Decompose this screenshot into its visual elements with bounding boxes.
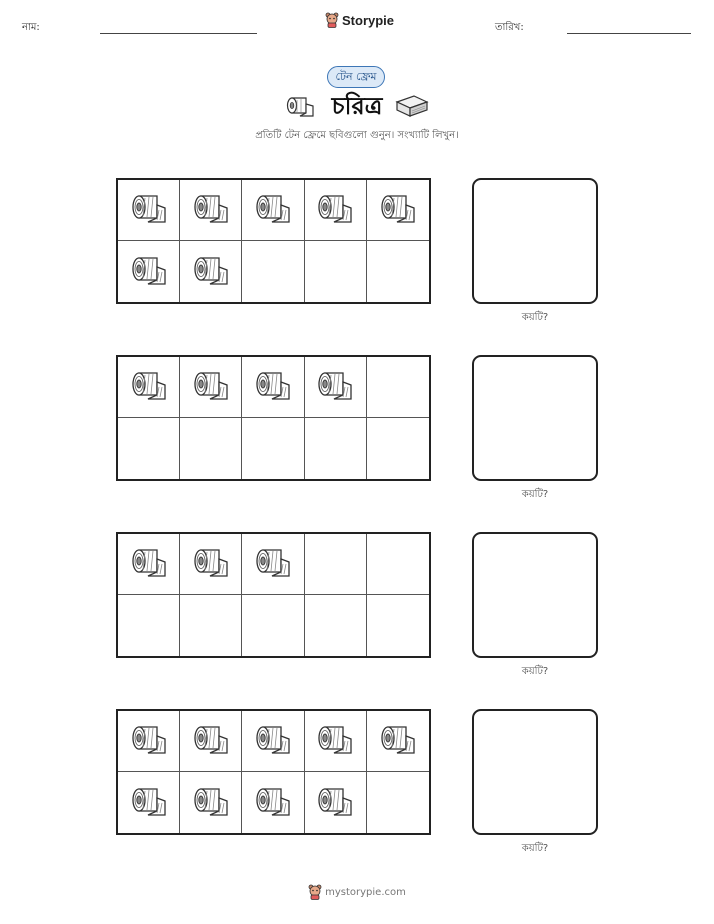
toilet-paper-roll-icon <box>130 545 168 583</box>
how-many-label-2: কয়টি? <box>521 489 549 500</box>
date-label: তারিখ: <box>495 22 524 33</box>
ten-frame-cell <box>242 180 304 241</box>
toilet-paper-roll-icon <box>379 722 417 760</box>
brand-name: Storypie <box>342 12 395 28</box>
toilet-paper-roll-icon <box>130 784 168 822</box>
ten-frame-cell <box>305 595 367 656</box>
toilet-paper-roll-icon <box>130 368 168 406</box>
ten-frame-cell <box>305 772 367 833</box>
ten-frame-cell <box>180 418 242 479</box>
answer-box-3[interactable] <box>472 532 598 658</box>
ten-frame-cell <box>367 357 429 418</box>
ten-frame-cell <box>180 180 242 241</box>
ten-frame-4 <box>116 709 431 835</box>
ten-frame-cell <box>180 534 242 595</box>
ten-frame-cell <box>242 418 304 479</box>
ten-frame-cell <box>242 241 304 302</box>
book-icon <box>394 92 430 118</box>
ten-frame-cell <box>242 595 304 656</box>
ten-frame-cell <box>367 418 429 479</box>
page-title: চরিত্র <box>331 92 383 120</box>
ten-frame-cell <box>180 711 242 772</box>
storypie-mascot-icon <box>308 884 322 900</box>
toilet-paper-roll-icon <box>192 545 230 583</box>
ten-frame-cell <box>305 534 367 595</box>
ten-frame-1 <box>116 178 431 304</box>
toilet-paper-roll-icon <box>192 784 230 822</box>
ten-frame-cell <box>305 357 367 418</box>
ten-frame-cell <box>180 595 242 656</box>
answer-box-2[interactable] <box>472 355 598 481</box>
topic-badge: টেন ফ্রেম <box>327 66 385 88</box>
ten-frame-cell <box>305 418 367 479</box>
ten-frame-cell <box>118 772 180 833</box>
ten-frame-cell <box>367 595 429 656</box>
storypie-mascot-icon <box>325 12 339 28</box>
toilet-paper-roll-icon <box>192 253 230 291</box>
ten-frame-cell <box>242 534 304 595</box>
ten-frame-cell <box>118 241 180 302</box>
ten-frame-cell <box>367 241 429 302</box>
ten-frame-cell <box>118 534 180 595</box>
ten-frame-cell <box>242 357 304 418</box>
how-many-label-4: কয়টি? <box>521 843 549 854</box>
ten-frame-cell <box>180 772 242 833</box>
date-line[interactable] <box>567 33 691 34</box>
ten-frame-cell <box>118 180 180 241</box>
ten-frame-cell <box>118 357 180 418</box>
ten-frame-cell <box>305 711 367 772</box>
ten-frame-cell <box>367 180 429 241</box>
toilet-paper-roll-icon <box>316 722 354 760</box>
toilet-paper-roll-icon <box>254 368 292 406</box>
toilet-paper-roll-icon <box>316 368 354 406</box>
toilet-paper-roll-icon <box>192 191 230 229</box>
ten-frame-cell <box>118 711 180 772</box>
toilet-paper-roll-icon <box>254 191 292 229</box>
toilet-paper-roll-icon <box>316 784 354 822</box>
name-line[interactable] <box>100 33 257 34</box>
ten-frame-cell <box>180 241 242 302</box>
answer-box-4[interactable] <box>472 709 598 835</box>
toilet-paper-roll-icon <box>254 545 292 583</box>
how-many-label-1: কয়টি? <box>521 312 549 323</box>
toilet-paper-roll-icon <box>130 253 168 291</box>
ten-frame-cell <box>305 180 367 241</box>
ten-frame-cell <box>305 241 367 302</box>
ten-frame-cell <box>118 418 180 479</box>
footer <box>0 884 714 900</box>
ten-frame-3 <box>116 532 431 658</box>
ten-frame-cell <box>242 772 304 833</box>
toilet-paper-roll-icon <box>254 784 292 822</box>
toilet-paper-roll-icon <box>379 191 417 229</box>
toilet-paper-roll-icon <box>130 722 168 760</box>
ten-frame-cell <box>367 534 429 595</box>
toilet-paper-roll-icon <box>192 368 230 406</box>
ten-frame-cell <box>242 711 304 772</box>
toilet-paper-roll-icon <box>254 722 292 760</box>
name-label: নাম: <box>22 22 40 33</box>
ten-frame-cell <box>367 772 429 833</box>
toilet-paper-roll-icon <box>130 191 168 229</box>
ten-frame-cell <box>367 711 429 772</box>
toilet-paper-roll-icon <box>192 722 230 760</box>
toilet-paper-roll-icon <box>286 94 316 118</box>
footer-url: mystorypie.com <box>325 886 406 898</box>
ten-frame-2 <box>116 355 431 481</box>
ten-frame-cell <box>118 595 180 656</box>
ten-frame-cell <box>180 357 242 418</box>
how-many-label-3: কয়টি? <box>521 666 549 677</box>
answer-box-1[interactable] <box>472 178 598 304</box>
instructions: প্রতিটি টেন ফ্রেমে ছবিগুলো গুনুন। সংখ্যাটি লিখুন। <box>255 130 459 141</box>
brand-logo <box>325 12 394 28</box>
toilet-paper-roll-icon <box>316 191 354 229</box>
